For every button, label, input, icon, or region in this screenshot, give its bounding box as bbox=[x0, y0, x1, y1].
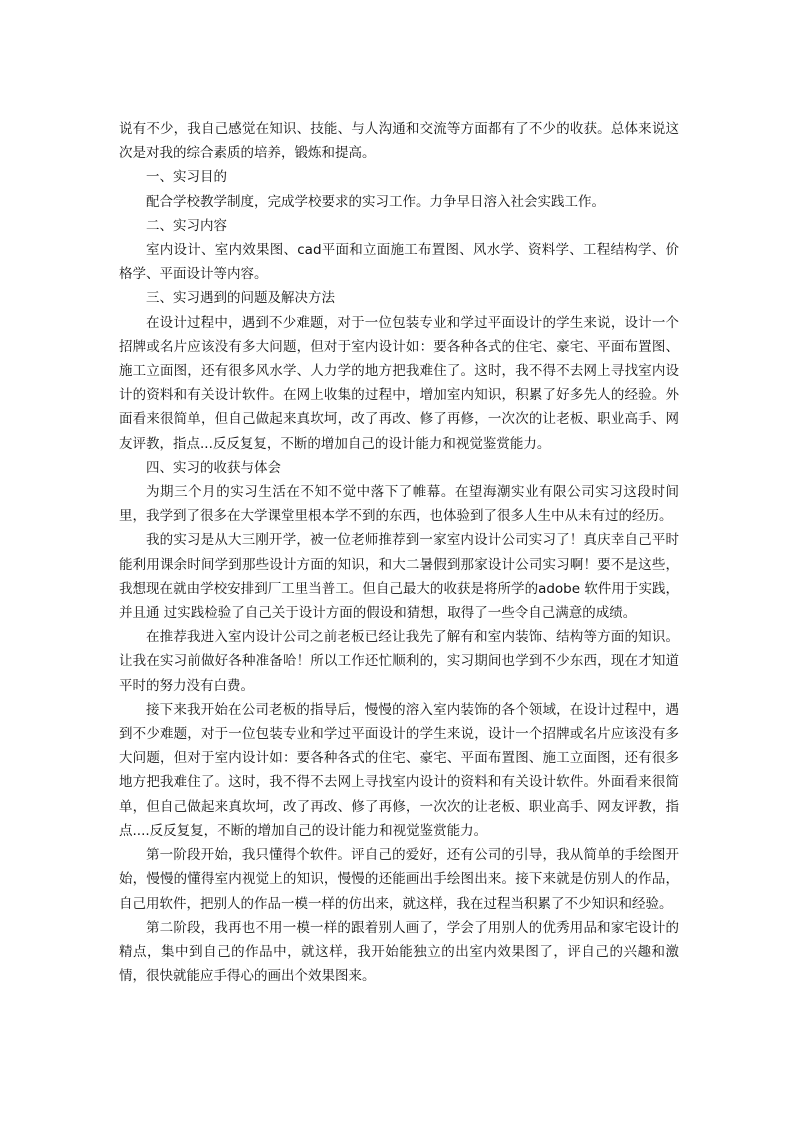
paragraph: 第二阶段，我再也不用一模一样的跟着别人画了，学会了用别人的优秀用品和家宅设计的精点，集中到自己的作品中，就这样，我开始能独立的出室内效果图了，评自己的兴趣和激情，很快就能应手得心的画出个效果图来。 bbox=[119, 919, 679, 985]
paragraph: 在推荐我进入室内设计公司之前老板已经让我先了解有和室内装饰、结构等方面的知识。让我在实习前做好各种准备哈！所以工作还忙顺利的，实习期间也学到不少东西，现在才知道平时的努力没有白费。 bbox=[119, 629, 679, 694]
paragraph: 为期三个月的实习生活在不知不觉中落下了帷幕。在望海潮实业有限公司实习这段时间 里，我学到了很多在大学课堂里根本学不到的东西，也体验到了很多人生中从未有过的经历。 bbox=[119, 484, 679, 525]
section-heading-problems: 三、实习遇到的问题及解决方法 bbox=[146, 290, 335, 307]
section-heading-gains: 四、实习的收获与体会 bbox=[146, 459, 281, 476]
section-heading-content: 二、实习内容 bbox=[146, 217, 227, 234]
paragraph: 配合学校教学制度，完成学校要求的实习工作。力争早日溶入社会实践工作。 bbox=[146, 193, 605, 210]
paragraph: 我的实习是从大三刚开学，被一位老师推荐到一家室内设计公司实习了！真庆幸自己平时能利用课余时间学到那些设计方面的知识，和大二暑假到那家设计公司实习啊！要不是这些，我想现在就由学校安排到厂工里当普工。但自己最大的收获是将所学的adobe 软件用于实践，并且通 过实践检验了自己关于设计方面的假设和猜想，取得了一些令自己满意的成绩。 bbox=[119, 532, 679, 622]
paragraph: 在设计过程中，遇到不少难题，对于一位包装专业和学过平面设计的学生来说，设计一个招牌或名片应该没有多大问题，但对于室内设计如：要各种各式的住宅、豪宅、平面布置图、施工立面图，还有很多风水学、人力学的地方把我难住了。这时，我不得不去网上寻找室内设计的资料和有关设计软件。在网上收集的过程中，增加室内知识，积累了好多先人的经验。外面看来很简单，但自己做起来真坎坷，改了再改、修了再修，一次次的让老板、职业高手、网友评教，指点...反反复复，不断的增加自己的设计能力和视觉鉴赏能力。 bbox=[119, 314, 679, 452]
document-body bbox=[119, 117, 679, 988]
intro-paragraph: 说有不少，我自己感觉在知识、技能、与人沟通和交流等方面都有了不少的收获。总体来说这次是对我的综合素质的培养，锻炼和提高。 bbox=[119, 121, 679, 162]
paragraph: 第一阶段开始，我只懂得个软件。评自己的爱好，还有公司的引导，我从简单的手绘图开始，慢慢的懂得室内视觉上的知识，慢慢的还能画出手绘图出来。接下来就是仿别人的作品，自己用软件，把别人的作品一模一样的仿出来，就这样，我在过程当积累了不少知识和经验。 bbox=[119, 847, 679, 912]
paragraph: 室内设计、室内效果图、cad平面和立面施工布置图、风水学、资料学、工程结构学、价格学、平面设计等内容。 bbox=[119, 242, 679, 283]
section-heading-purpose: 一、实习目的 bbox=[146, 169, 227, 186]
paragraph: 接下来我开始在公司老板的指导后，慢慢的溶入室内装饰的各个领域，在设计过程中，遇到不少难题，对于一位包装专业和学过平面设计的学生来说，设计一个招牌或名片应该没有多大问题，但对于室内设计如：要各种各式的住宅、豪宅、平面布置图、施工立面图，还有很多地方把我难住了。这时，我不得不去网上寻找室内设计的资料和有关设计软件。外面看来很简单，但自己做起来真坎坷，改了再改、修了再修，一次次的让老板、职业高手、网友评教，指点....反反复复，不断的增加自己的设计能力和视觉鉴赏能力。 bbox=[119, 701, 679, 839]
